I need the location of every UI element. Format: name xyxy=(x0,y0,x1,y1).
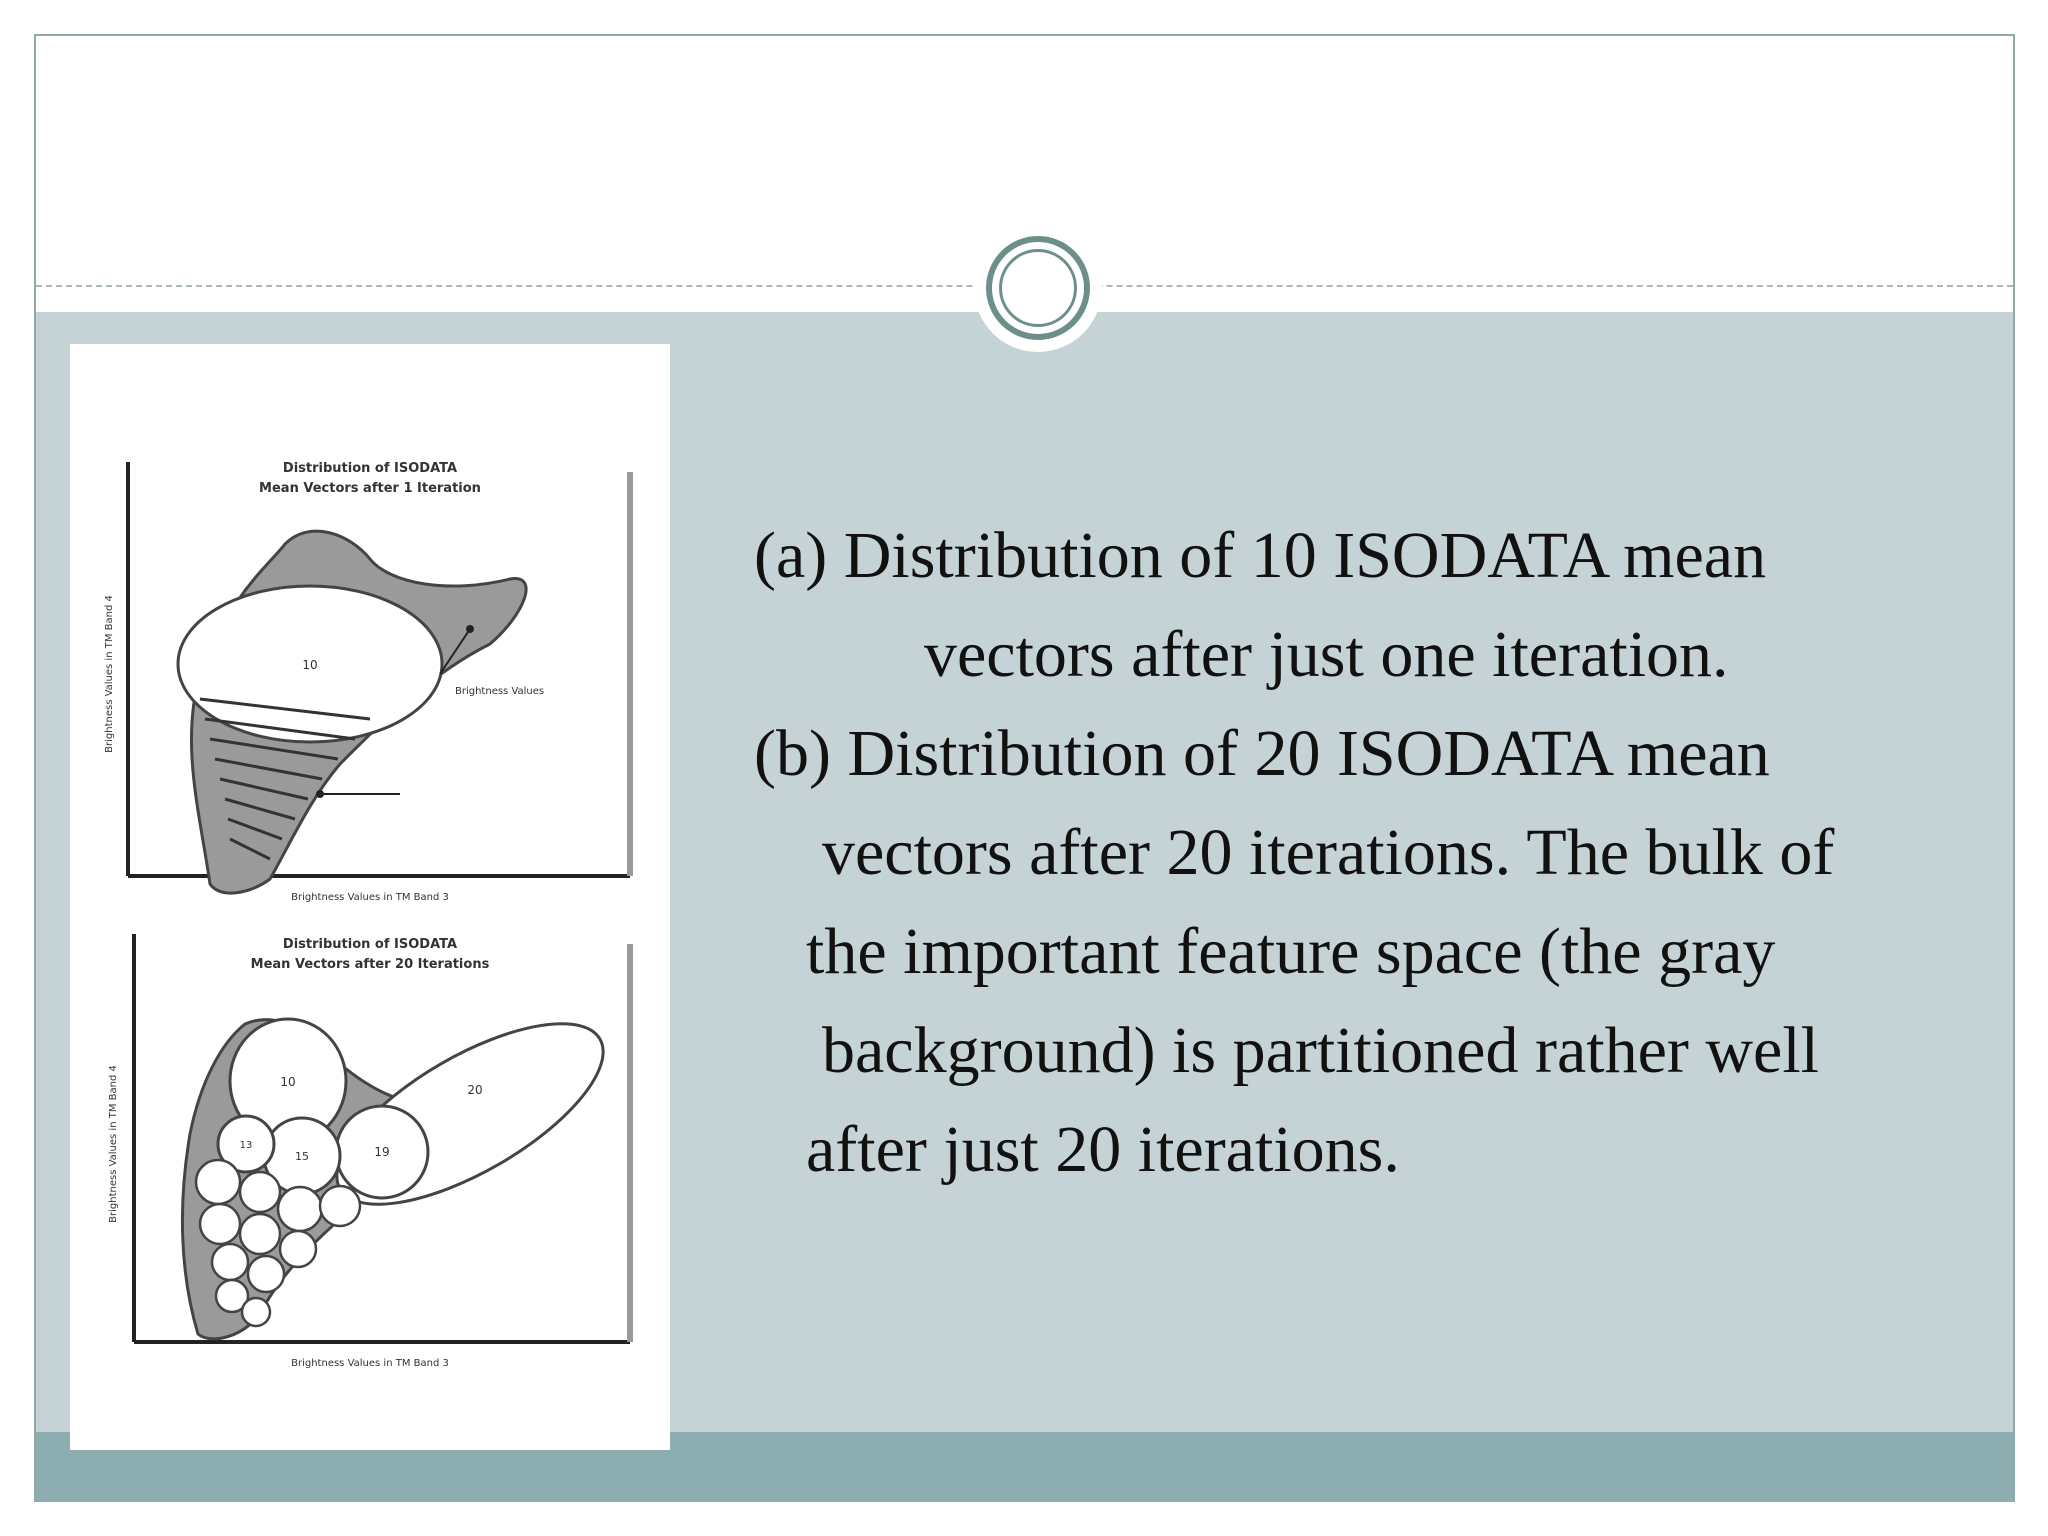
caption-line-b-cont-1: vectors after 20 iterations. The bulk of xyxy=(822,816,1835,889)
figure-b-label-19: 19 xyxy=(374,1145,390,1159)
figure-a-cluster-label: 10 xyxy=(302,658,318,672)
figure-b-title-2: Mean Vectors after 20 Iterations xyxy=(250,957,490,972)
ornament-inner-ring xyxy=(999,249,1077,327)
figure-b xyxy=(108,934,630,1369)
isodata-figure xyxy=(70,344,670,1450)
figure-b-label-20: 20 xyxy=(467,1083,483,1097)
caption-line-b-cont-2: the important feature space (the gray xyxy=(806,915,1776,988)
figure-image xyxy=(70,344,670,1450)
figure-a xyxy=(104,461,630,903)
figure-a-annotation: Brightness Values xyxy=(455,686,545,697)
caption-text xyxy=(754,506,1904,1199)
caption-line-a-cont: vectors after just one iteration. xyxy=(924,618,1729,691)
figure-a-y-label: Brightness Values in TM Band 4 xyxy=(104,595,115,753)
figure-b-x-label: Brightness Values in TM Band 3 xyxy=(291,1358,449,1369)
figure-b-title-1: Distribution of ISODATA xyxy=(282,937,458,952)
figure-a-x-label: Brightness Values in TM Band 3 xyxy=(291,892,449,903)
figure-b-label-10: 10 xyxy=(280,1075,296,1089)
ornament-ring-icon xyxy=(986,236,1090,340)
caption-line-b-cont-4: after just 20 iterations. xyxy=(806,1113,1400,1186)
figure-b-y-label: Brightness Values in TM Band 4 xyxy=(108,1065,119,1223)
figure-a-title-2: Mean Vectors after 1 Iteration xyxy=(259,481,481,496)
figure-a-pointer-2-dot xyxy=(316,790,324,798)
caption-line-b-cont-3: background) is partitioned rather well xyxy=(822,1014,1819,1087)
divider-ornament xyxy=(974,224,1102,352)
slide xyxy=(34,34,2015,1502)
caption-line-b: (b) Distribution of 20 ISODATA mean xyxy=(754,717,1770,790)
caption-line-a: (a) Distribution of 10 ISODATA mean xyxy=(754,519,1767,592)
figure-a-title-1: Distribution of ISODATA xyxy=(282,461,458,476)
figure-b-label-13: 13 xyxy=(239,1140,253,1151)
figure-a-annotation-dot xyxy=(466,625,474,633)
figure-b-label-15: 15 xyxy=(295,1150,309,1163)
